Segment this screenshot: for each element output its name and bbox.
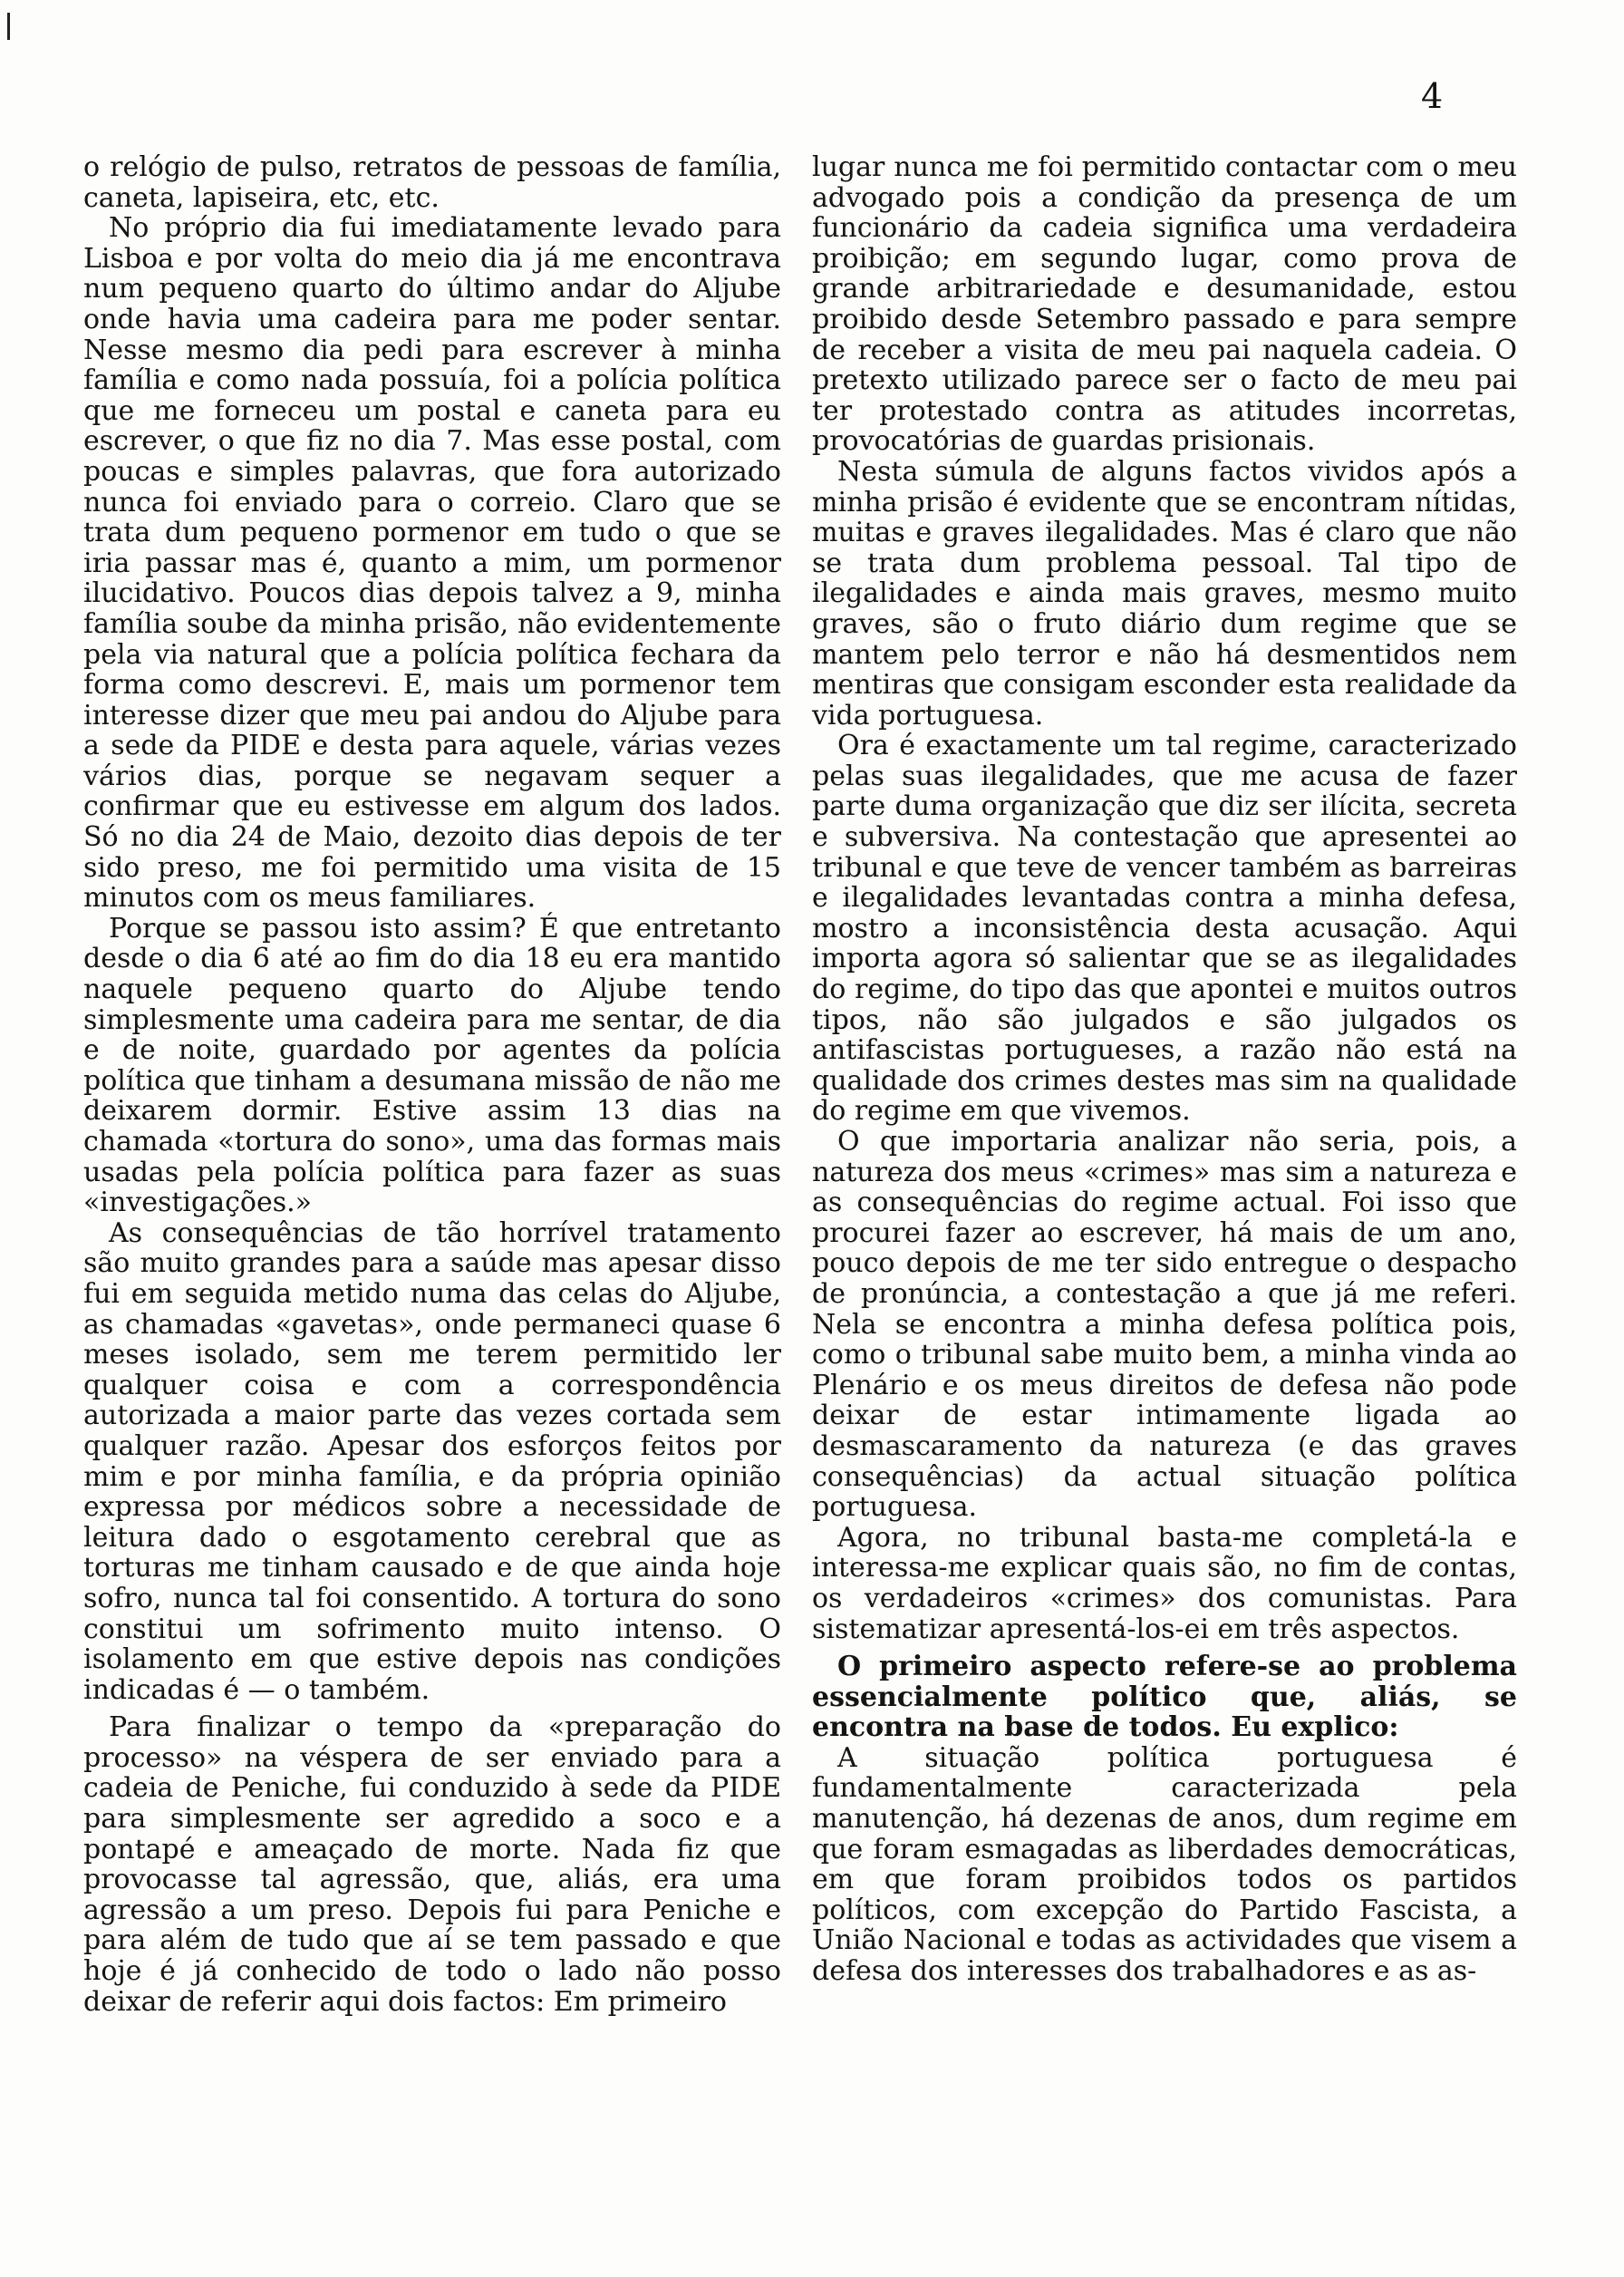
paragraph: Agora, no tribunal basta-me completá-la e interessa-me explicar quais são, no fim de contas, os verdadeiros «crimes» dos comunistas. Para sistematizar apresentá-los-ei em três aspectos. xyxy=(812,1521,1517,1645)
paragraph-emphasis: O primeiro aspecto refere-se ao problema essencialmente político que, aliás, se encontra na base de todos. Eu explico: xyxy=(812,1651,1517,1744)
paragraph: A situação política portuguesa é fundamentalmente caracterizada pela manutenção, há dezenas de anos, dum regime em que foram esmagadas as liberdades democráticas, em que foram proibidos todos os partidos políticos, com excepção do Partido Fascista, a União Nacional e todas as actividades que visem a defesa dos interesses dos trabalhadores e as as- xyxy=(812,1741,1517,1988)
paragraph: Para finalizar o tempo da «preparação do processo» na véspera de ser enviado para a cadeia de Peniche, fui conduzido à sede da PIDE para simplesmente ser agredido a soco e a pontapé e ameaçado de morte. Nada fiz que provocasse tal agressão, que, aliás, era uma agressão a um preso. Depois fui para Peniche e para além de tudo que aí se tem passado e que hoje é já conhecido de todo o lado não posso deixar de referir aqui dois factos: Em primeiro xyxy=(83,1711,781,2018)
paragraph: Porque se passou isto assim? É que entretanto desde o dia 6 até ao fim do dia 18 eu era mantido naquele pequeno quarto do Aljube tendo simplesmente uma cadeira para me sentar, de dia e de noite, guardado por agentes da polícia política que tinham a desumana missão de não me deixarem dormir. Estive assim 13 dias na chamada «tortura do sono», uma das formas mais usadas pela polícia política para fazer as suas «investigações.» xyxy=(83,912,781,1219)
right-column xyxy=(812,152,1517,1987)
paragraph: Ora é exactamente um tal regime, caracterizado pelas suas ilegalidades, que me acusa de fazer parte duma organização que diz ser ilícita, secreta e subversiva. Na contestação que apresentei ao tribunal e que teve de vencer também as barreiras e ilegalidades levantadas contra a minha defesa, mostro a inconsistência desta acusação. Aqui importa agora só salientar que se as ilegalidades do regime, do tipo das que apontei e muitos outros tipos, não são julgados e são julgados os antifascistas portugueses, a razão não está na qualidade dos crimes destes mas sim na qualidade do regime em que vivemos. xyxy=(812,730,1517,1128)
paragraph: lugar nunca me foi permitido contactar com o meu advogado pois a condição da presença de um funcionário da cadeia significa uma verdadeira proibição; em segundo lugar, como prova de grande arbitrariedade e desumanidade, estou proibido desde Setembro passado e para sempre de receber a visita de meu pai naquela cadeia. O pretexto utilizado parece ser o facto de meu pai ter protestado contra as atitudes incorretas, provocatórias de guardas prisionais. xyxy=(812,151,1517,458)
paragraph: o relógio de pulso, retratos de pessoas de família, caneta, lapiseira, etc, etc. xyxy=(83,151,781,214)
left-column xyxy=(83,152,781,2017)
paragraph: As consequências de tão horrível tratamento são muito grandes para a saúde mas apesar disso fui em seguida metido numa das celas do Aljube, as chamadas «gavetas», onde permaneci quase 6 meses isolado, sem me terem permitido ler qualquer coisa e com a correspondência autorizada a maior parte das vezes cortada sem qualquer razão. Apesar dos esforços feitos por mim e por minha família, e da própria opinião expressa por médicos sobre a necessidade de leitura dado o esgotamento cerebral que as torturas me tinham causado e de que ainda hoje sofro, nunca tal foi consentido. A tortura do sono constitui um sofrimento muito intenso. O isolamento em que estive depois nas condições indicadas é — o também. xyxy=(83,1216,781,1706)
paragraph: Nesta súmula de alguns factos vividos após a minha prisão é evidente que se encontram nítidas, muitas e graves ilegalidades. Mas é claro que não se trata dum problema pessoal. Tal tipo de ilegalidades e ainda mais graves, mesmo muito graves, são o fruto diário dum regime que se mantem pelo terror e não há desmentidos nem mentiras que consigam esconder esta realidade da vida portuguesa. xyxy=(812,455,1517,732)
paragraph: No próprio dia fui imediatamente levado para Lisboa e por volta do meio dia já me encontrava num pequeno quarto do último andar do Aljube onde havia uma cadeira para me poder sentar. Nesse mesmo dia pedi para escrever à minha família e como nada possuía, foi a polícia política que me forneceu um postal e caneta para eu escrever, o que fiz no dia 7. Mas esse postal, com poucas e simples palavras, que fora autorizado nunca foi enviado para o correio. Claro que se trata dum pequeno pormenor em tudo o que se iria passar mas é, quanto a mim, um pormenor ilucidativo. Poucos dias depois talvez a 9, minha família soube da minha prisão, não evidentemente pela via natural que a polícia política fechara da forma como descrevi. E, mais um pormenor tem interesse dizer que meu pai andou do Aljube para a sede da PIDE e desta para aquele, várias vezes vários dias, porque se negavam sequer a confirmar que eu estivesse em algum dos lados. Só no dia 24 de Maio, dezoito dias depois de ter sido preso, me foi permitido uma visita de 15 minutos com os meus familiares. xyxy=(83,212,781,915)
paragraph: O que importaria analizar não seria, pois, a natureza dos meus «crimes» mas sim a natureza e as consequências do regime actual. Foi isso que procurei fazer ao escrever, há mais de um ano, pouco depois de me ter sido entregue o despacho de pronúncia, a contestação a que já me referi. Nela se encontra a minha defesa política pois, como o tribunal sabe muito bem, a minha vinda ao Plenário e os meus direitos de defesa não pode deixar de estar intimamente ligada ao desmascaramento da natureza (e das graves consequências) da actual situação política portuguesa. xyxy=(812,1126,1517,1524)
page-number: 4 xyxy=(1421,76,1444,116)
margin-mark xyxy=(7,13,10,40)
